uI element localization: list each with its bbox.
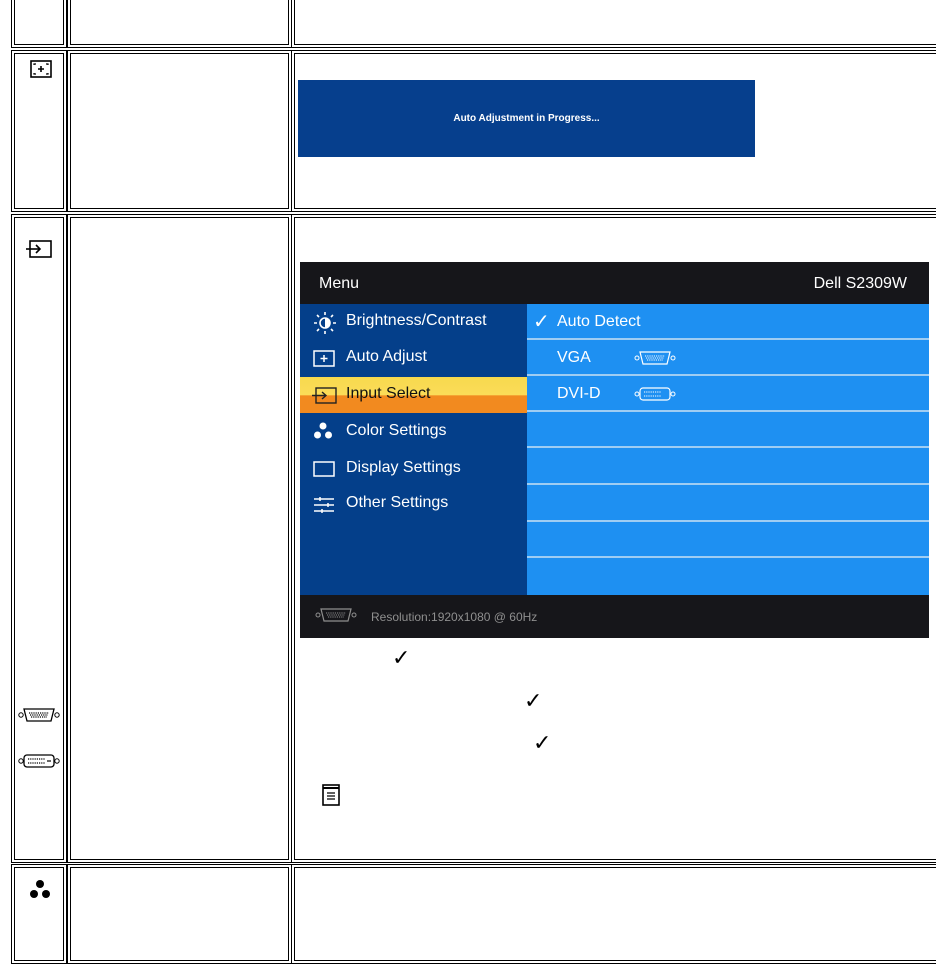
osd-footer bbox=[300, 595, 929, 638]
cell-top-name bbox=[67, 0, 292, 48]
vga-connector-icon bbox=[315, 607, 357, 623]
osd-option-vga[interactable] bbox=[527, 340, 929, 376]
osd-option-empty bbox=[527, 522, 929, 558]
auto-adjust-icon bbox=[30, 60, 52, 78]
checkmark-icon: ✓ bbox=[524, 688, 543, 713]
osd-menu-item-label: Color Settings bbox=[346, 422, 447, 439]
osd-option-auto-detect[interactable] bbox=[527, 304, 929, 340]
cell-color-name bbox=[67, 864, 292, 964]
checkmark-icon: ✓ bbox=[392, 645, 411, 670]
osd-menu-item-auto-adjust[interactable] bbox=[300, 340, 527, 376]
auto-adjust-banner bbox=[298, 80, 755, 157]
auto-adjust-banner-text: Auto Adjustment in Progress... bbox=[453, 113, 600, 124]
cell-auto-name bbox=[67, 50, 292, 212]
osd-option-label: Auto Detect bbox=[557, 313, 641, 330]
osd-menu-item-input-select[interactable] bbox=[300, 377, 527, 413]
input-select-icon bbox=[26, 240, 52, 258]
auto-adjust-icon bbox=[312, 349, 336, 369]
osd-menu-item-label: Input Select bbox=[346, 385, 431, 402]
osd-options-panel bbox=[527, 304, 929, 595]
note-icon bbox=[321, 783, 341, 807]
osd-model: Dell S2309W bbox=[813, 275, 907, 292]
osd-menu-item-label: Brightness/Contrast bbox=[346, 312, 487, 329]
osd-menu-item-other-settings[interactable] bbox=[300, 486, 527, 522]
osd-title: Menu bbox=[319, 275, 360, 292]
osd-menu-item-display-settings[interactable] bbox=[300, 451, 527, 487]
osd-option-empty bbox=[527, 412, 929, 448]
osd-menu bbox=[300, 262, 929, 638]
osd-resolution-status: Resolution:1920x1080 @ 60Hz bbox=[371, 610, 538, 624]
osd-option-label: VGA bbox=[557, 349, 591, 366]
input-select-icon bbox=[312, 386, 338, 406]
cell-top-desc bbox=[291, 0, 936, 48]
osd-option-empty bbox=[527, 559, 929, 595]
dvi-connector-icon bbox=[18, 752, 60, 770]
cell-color-desc bbox=[291, 864, 936, 964]
vga-connector-icon bbox=[18, 706, 60, 724]
other-settings-icon bbox=[312, 495, 336, 515]
display-settings-icon bbox=[312, 460, 336, 480]
osd-menu-list bbox=[300, 304, 527, 595]
vga-connector-icon bbox=[634, 350, 676, 366]
cell-top-icon bbox=[11, 0, 67, 48]
cell-input-name bbox=[67, 214, 292, 863]
dvi-connector-icon bbox=[634, 386, 676, 402]
osd-option-empty bbox=[527, 449, 929, 485]
osd-option-label: DVI-D bbox=[557, 385, 601, 402]
brightness-icon bbox=[312, 311, 338, 335]
osd-option-empty bbox=[527, 486, 929, 522]
color-settings-icon bbox=[312, 421, 334, 441]
osd-header bbox=[300, 262, 929, 304]
osd-option-dvi-d[interactable] bbox=[527, 376, 929, 412]
osd-menu-item-label: Auto Adjust bbox=[346, 348, 427, 365]
color-settings-icon bbox=[29, 879, 51, 899]
checkmark-icon: ✓ bbox=[533, 311, 550, 333]
osd-menu-item-label: Display Settings bbox=[346, 459, 461, 476]
osd-menu-item-brightness-contrast[interactable] bbox=[300, 304, 527, 340]
osd-menu-item-color-settings[interactable] bbox=[300, 414, 527, 450]
checkmark-icon: ✓ bbox=[533, 730, 552, 755]
osd-menu-item-label: Other Settings bbox=[346, 494, 449, 511]
